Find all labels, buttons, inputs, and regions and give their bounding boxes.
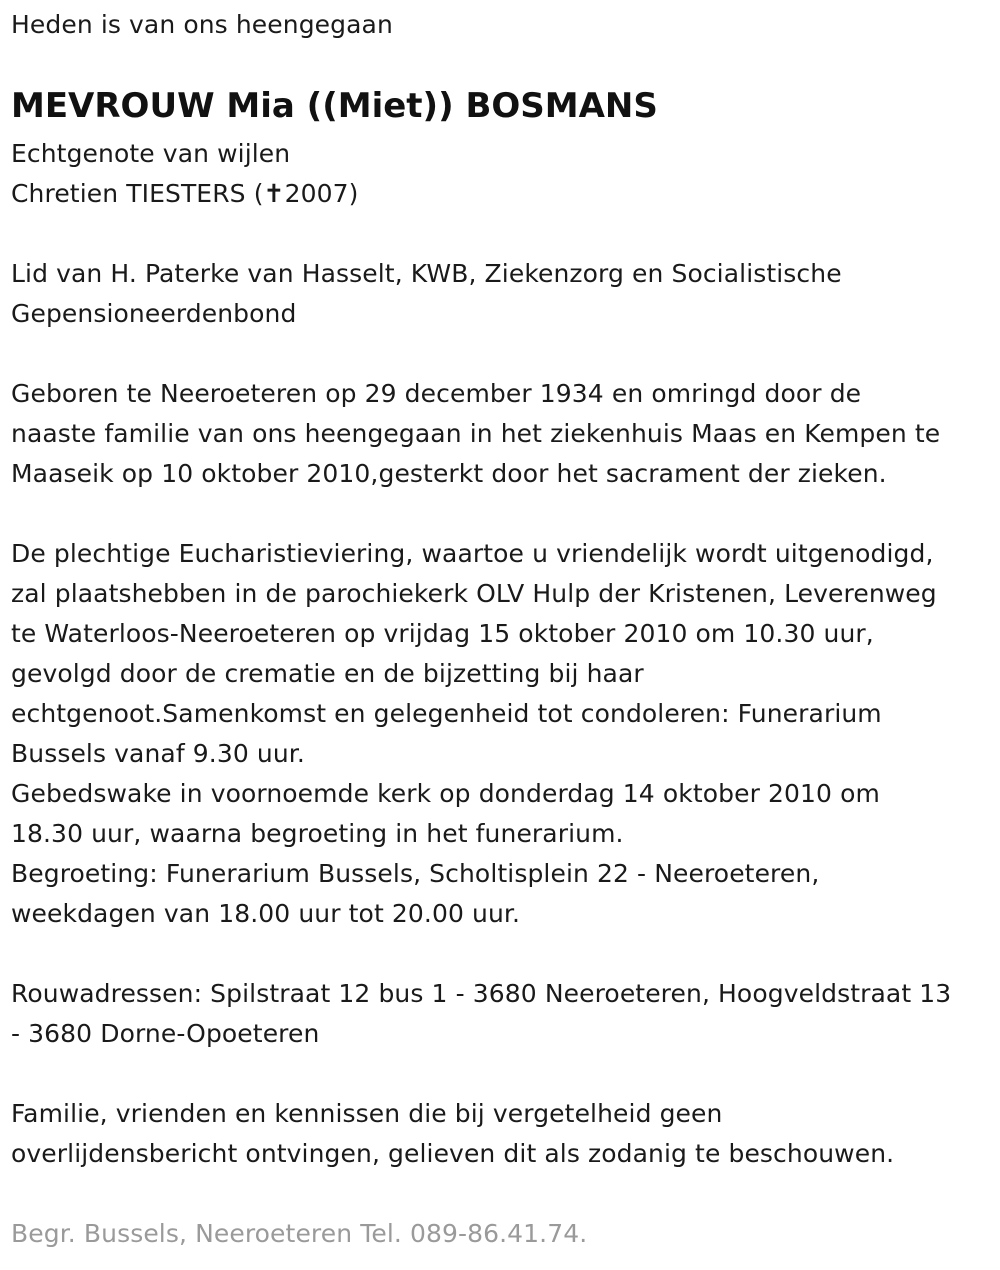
family-notice-line: Familie, vrienden en kennissen die bij vergetelheid geen	[11, 1099, 723, 1128]
birth-death-line: naaste familie van ons heengegaan in het ziekenhuis Maas en Kempen te	[11, 419, 941, 448]
service-line: te Waterloos-Neeroeteren op vrijdag 15 oktober 2010 om 10.30 uur,	[11, 619, 874, 648]
birth-death-line: Maaseik op 10 oktober 2010,gesterkt door het sacrament der zieken.	[11, 459, 887, 488]
mourning-address-line: - 3680 Dorne-Opoeteren	[11, 1019, 320, 1048]
service-line: Begroeting: Funerarium Bussels, Scholtisplein 22 - Neeroeteren,	[11, 859, 820, 888]
mourning-addresses-section	[11, 974, 990, 1054]
family-notice-section	[11, 1094, 990, 1174]
spouse-line-2	[11, 174, 990, 214]
deceased-name: MEVROUW Mia ((Miet)) BOSMANS	[11, 86, 658, 126]
service-line: 18.30 uur, waarna begroeting in het funerarium.	[11, 819, 624, 848]
membership-line: Gepensioneerdenbond	[11, 299, 297, 328]
service-line: Bussels vanaf 9.30 uur.	[11, 739, 305, 768]
service-line: weekdagen van 18.00 uur tot 20.00 uur.	[11, 899, 521, 928]
intro-text: Heden is van ons heengegaan	[11, 10, 393, 39]
service-line: Gebedswake in voornoemde kerk op donderdag 14 oktober 2010 om	[11, 779, 880, 808]
service-section	[11, 534, 990, 934]
membership-section	[11, 254, 990, 334]
cross-icon: ✝	[263, 179, 285, 208]
spouse-name: Chretien TIESTERS (	[11, 179, 264, 208]
service-line: zal plaatshebben in de parochiekerk OLV Hulp der Kristenen, Leverenweg	[11, 579, 937, 608]
service-line: De plechtige Eucharistieviering, waartoe u vriendelijk wordt uitgenodigd,	[11, 539, 934, 568]
birth-death-section	[11, 374, 990, 494]
spouse-section	[11, 134, 990, 214]
mourning-address-line: Rouwadressen: Spilstraat 12 bus 1 - 3680 Neeroeteren, Hoogveldstraat 13	[11, 979, 952, 1008]
birth-death-line: Geboren te Neeroeteren op 29 december 1934 en omringd door de	[11, 379, 862, 408]
membership-line: Lid van H. Paterke van Hasselt, KWB, Ziekenzorg en Socialistische	[11, 259, 842, 288]
funeral-home-footer: Begr. Bussels, Neeroeteren Tel. 089-86.41.74.	[11, 1219, 588, 1248]
spouse-death-year: 2007)	[284, 179, 359, 208]
spouse-line-1: Echtgenote van wijlen	[11, 139, 291, 168]
service-line: gevolgd door de crematie en de bijzetting bij haar	[11, 659, 644, 688]
service-line: echtgenoot.Samenkomst en gelegenheid tot condoleren: Funerarium	[11, 699, 882, 728]
family-notice-line: overlijdensbericht ontvingen, gelieven dit als zodanig te beschouwen.	[11, 1139, 895, 1168]
